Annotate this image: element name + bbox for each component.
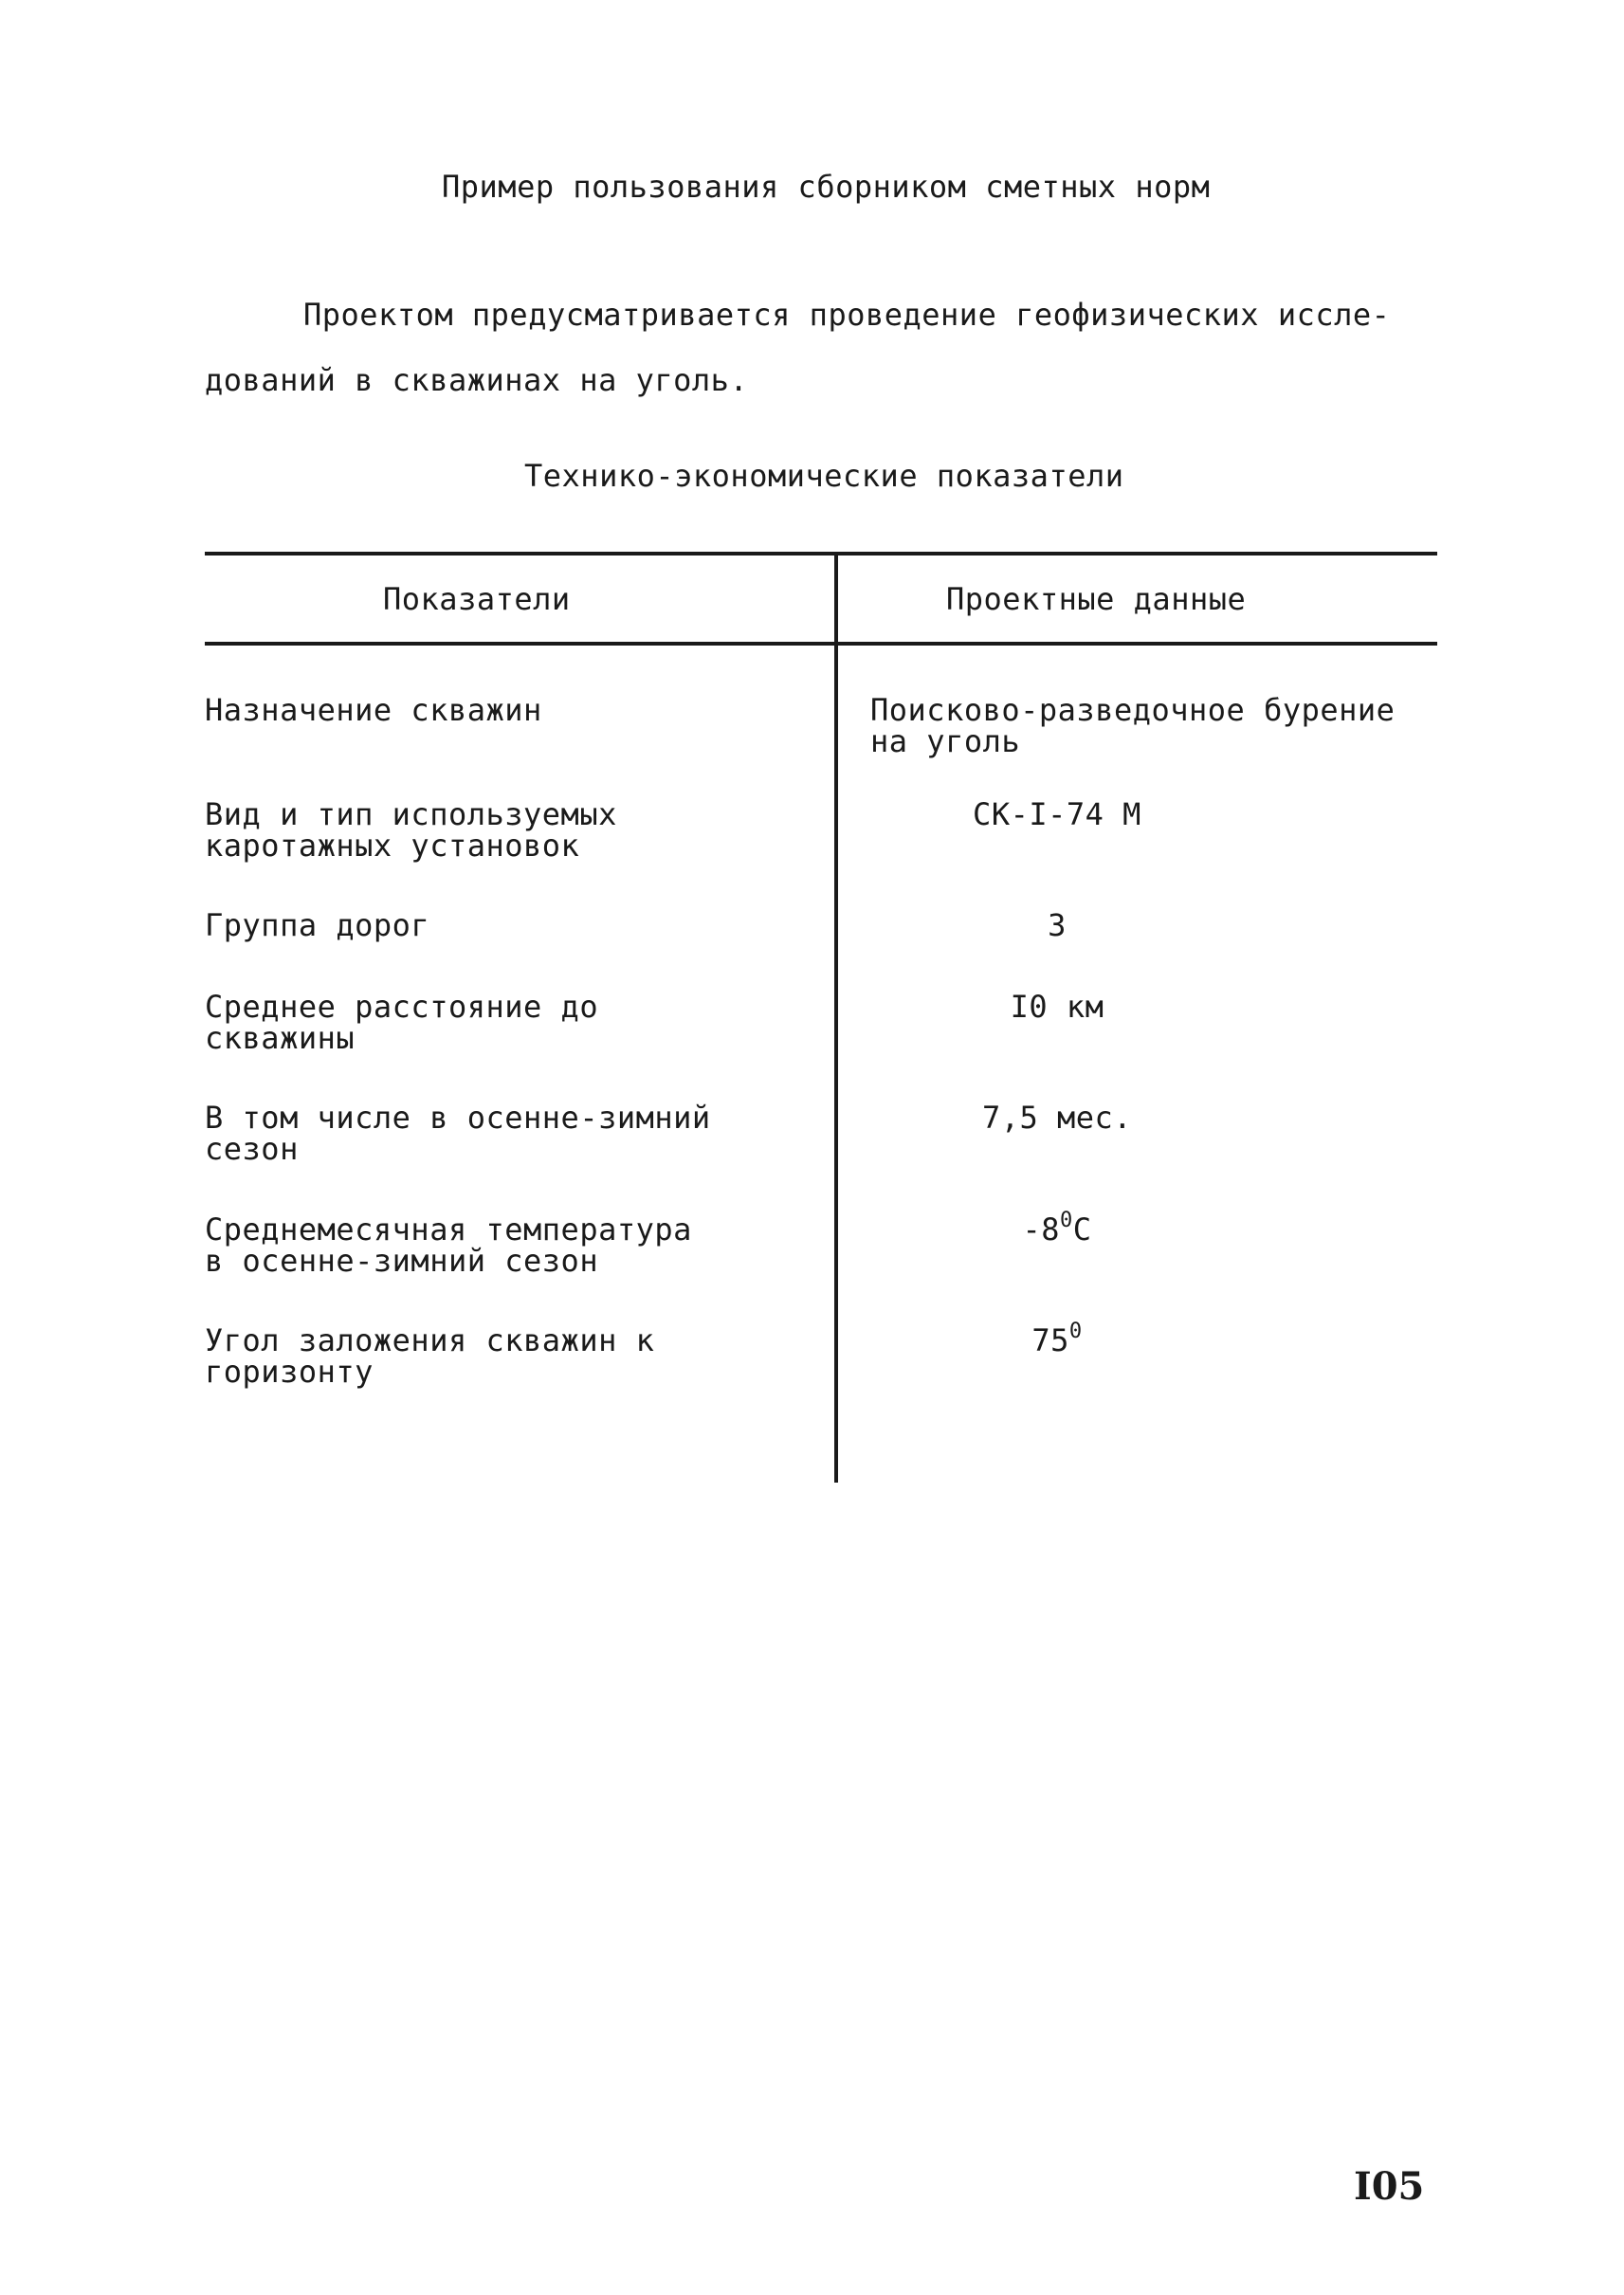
row-value: Поисково-разведочное бурение на уголь bbox=[870, 692, 1396, 759]
paragraph-line-2: дований в скважинах на уголь. bbox=[205, 362, 749, 398]
degree-superscript: 0 bbox=[1060, 1209, 1073, 1232]
row-indicator: Вид и тип используемых каротажных установок bbox=[205, 796, 617, 864]
row-value: СК-I-74 М bbox=[973, 796, 1141, 832]
value-unit: С bbox=[1072, 1211, 1092, 1248]
row-value bbox=[834, 1320, 1280, 1358]
value-main: 75 bbox=[1031, 1322, 1069, 1358]
degree-superscript: 0 bbox=[1068, 1320, 1083, 1343]
row-indicator: Среднее расстояние до скважины bbox=[205, 989, 599, 1056]
row-value: 7,5 мес. bbox=[981, 1100, 1133, 1136]
value-main: -8 bbox=[1022, 1211, 1060, 1248]
row-indicator: Среднемесячная температура в осенне-зимний сезон bbox=[205, 1211, 692, 1279]
document-title: Пример пользования сборником сметных норм bbox=[442, 169, 1211, 205]
table-title: Технико-экономические показатели bbox=[524, 458, 1124, 494]
row-indicator: В том числе в осенне-зимний сезон bbox=[205, 1100, 711, 1167]
row-indicator: Назначение скважин bbox=[205, 692, 542, 728]
table-header-rule bbox=[205, 642, 1437, 646]
row-value bbox=[834, 1209, 1280, 1248]
row-indicator: Группа дорог bbox=[205, 907, 430, 943]
table-top-rule bbox=[205, 552, 1437, 556]
table-header-project-data: Проектные данные bbox=[946, 581, 1247, 617]
row-indicator: Угол заложения скважин к горизонту bbox=[205, 1322, 655, 1390]
paragraph-line-1: Проектом предусматривается проведение геофизических иссле- bbox=[303, 297, 1391, 333]
page-number: I05 bbox=[1354, 2164, 1425, 2209]
row-value: I0 км bbox=[1010, 989, 1104, 1025]
table-header-indicators: Показатели bbox=[383, 581, 571, 617]
row-value: 3 bbox=[1048, 907, 1067, 943]
